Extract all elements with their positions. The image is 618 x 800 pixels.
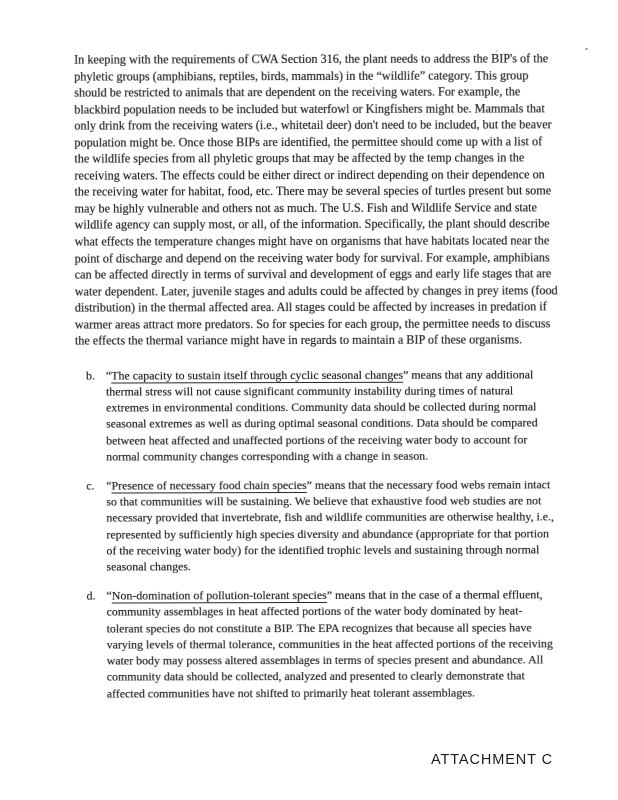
close-quote: ” <box>403 367 409 382</box>
underlined-phrase: Non-domination of pollution-tolerant species <box>111 588 327 603</box>
item-body-text: means that the necessary food webs remain intact so that communities will be sustaining. We believe that exhaustive food web studies are not necessary provided that invertebrate, fish and wildlife communities are otherwise healthy, i.e., represented by sufficiently high species diversity and abundance (appropriate for that portion of the receiving water body) for the identified trophic levels and sustaining through normal seasonal changes. <box>106 477 554 574</box>
item-body-text: means that in the case of a thermal effluent, community assemblages in heat affected portions of the water body dominated by heat-tolerant species do not constitute a BIP. The EPA recognizes that because all species have varying levels of thermal tolerance, communities in the heat affected portions of the receiving water body may possess altered assemblages in terms of species present and abundance. All community data should be collected, analyzed and presented to clearly demonstrate that affected communities have not shifted to primarily heat tolerant assemblages. <box>106 587 553 701</box>
open-quote: “ <box>106 588 112 603</box>
list-item-b <box>0 366 558 465</box>
open-quote: “ <box>106 478 112 493</box>
attachment-stamp: ATTACHMENT C <box>431 752 553 768</box>
item-label-c: c. <box>86 478 95 493</box>
close-quote: ” <box>306 478 312 493</box>
close-quote: ” <box>326 588 333 603</box>
open-quote: “ <box>105 368 112 383</box>
intro-paragraph: In keeping with the requirements of CWA Section 316, the plant needs to address the BIP's of the phyletic groups (amphibians, reptiles, birds, mammals) in the “wildlife” category. This group should be restricted to animals that are dependent on the receiving waters. For example, the blackbird population needs to be included but waterfowl or Kingfishers might be. Mammals that only drink from the receiving waters (i.e., whitetail deer) don't need to be included, but the beaver population might be. Once those BIPs are identified, the permittee should come up with a list of the wildlife species from all phyletic groups that may be affected by the temp changes in the receiving waters. The effects could be either direct or indirect depending on their dependence on the receiving water for habitat, food, etc. There may be several species of turtles present but some may be highly vulnerable and others not as much. The U.S. Fish and Wildlife Service and state wildlife agency can supply most, or all, of the information. Specifically, the plant should describe what effects the temperature changes might have on organisms that have habitats located near the point of discharge and depend on the receiving water body for survival. For example, amphibians can be affected directly in terms of survival and development of eggs and early life stages that are water dependent. Later, juvenile stages and adults could be affected by changes in prey items (food distribution) in the thermal affected area. All stages could be affected by increases in predation if warmer areas attract more predators. So for species for each group, the permittee needs to discuss the effects the thermal variance might have in regards to maintain a BIP of these organisms. <box>74 51 558 348</box>
list-item-d <box>1 587 559 702</box>
document-body <box>0 50 618 714</box>
item-body-text: means that any additional thermal stress will not cause significant community instability during times of natural extremes in environmental conditions. Community data should be collected during normal seasonal extremes as well as during optimal seasonal conditions. Data should be compared between heat affected and unaffected portions of the receiving water body to account for normal community changes corresponding with a change in season. <box>106 367 538 464</box>
item-label-b: b. <box>85 368 95 383</box>
item-label-d: d. <box>86 588 96 603</box>
underlined-phrase: The capacity to sustain itself through cyclic seasonal changes <box>111 367 404 383</box>
underlined-phrase: Presence of necessary food chain species <box>111 478 307 493</box>
list-item-c <box>0 476 558 575</box>
